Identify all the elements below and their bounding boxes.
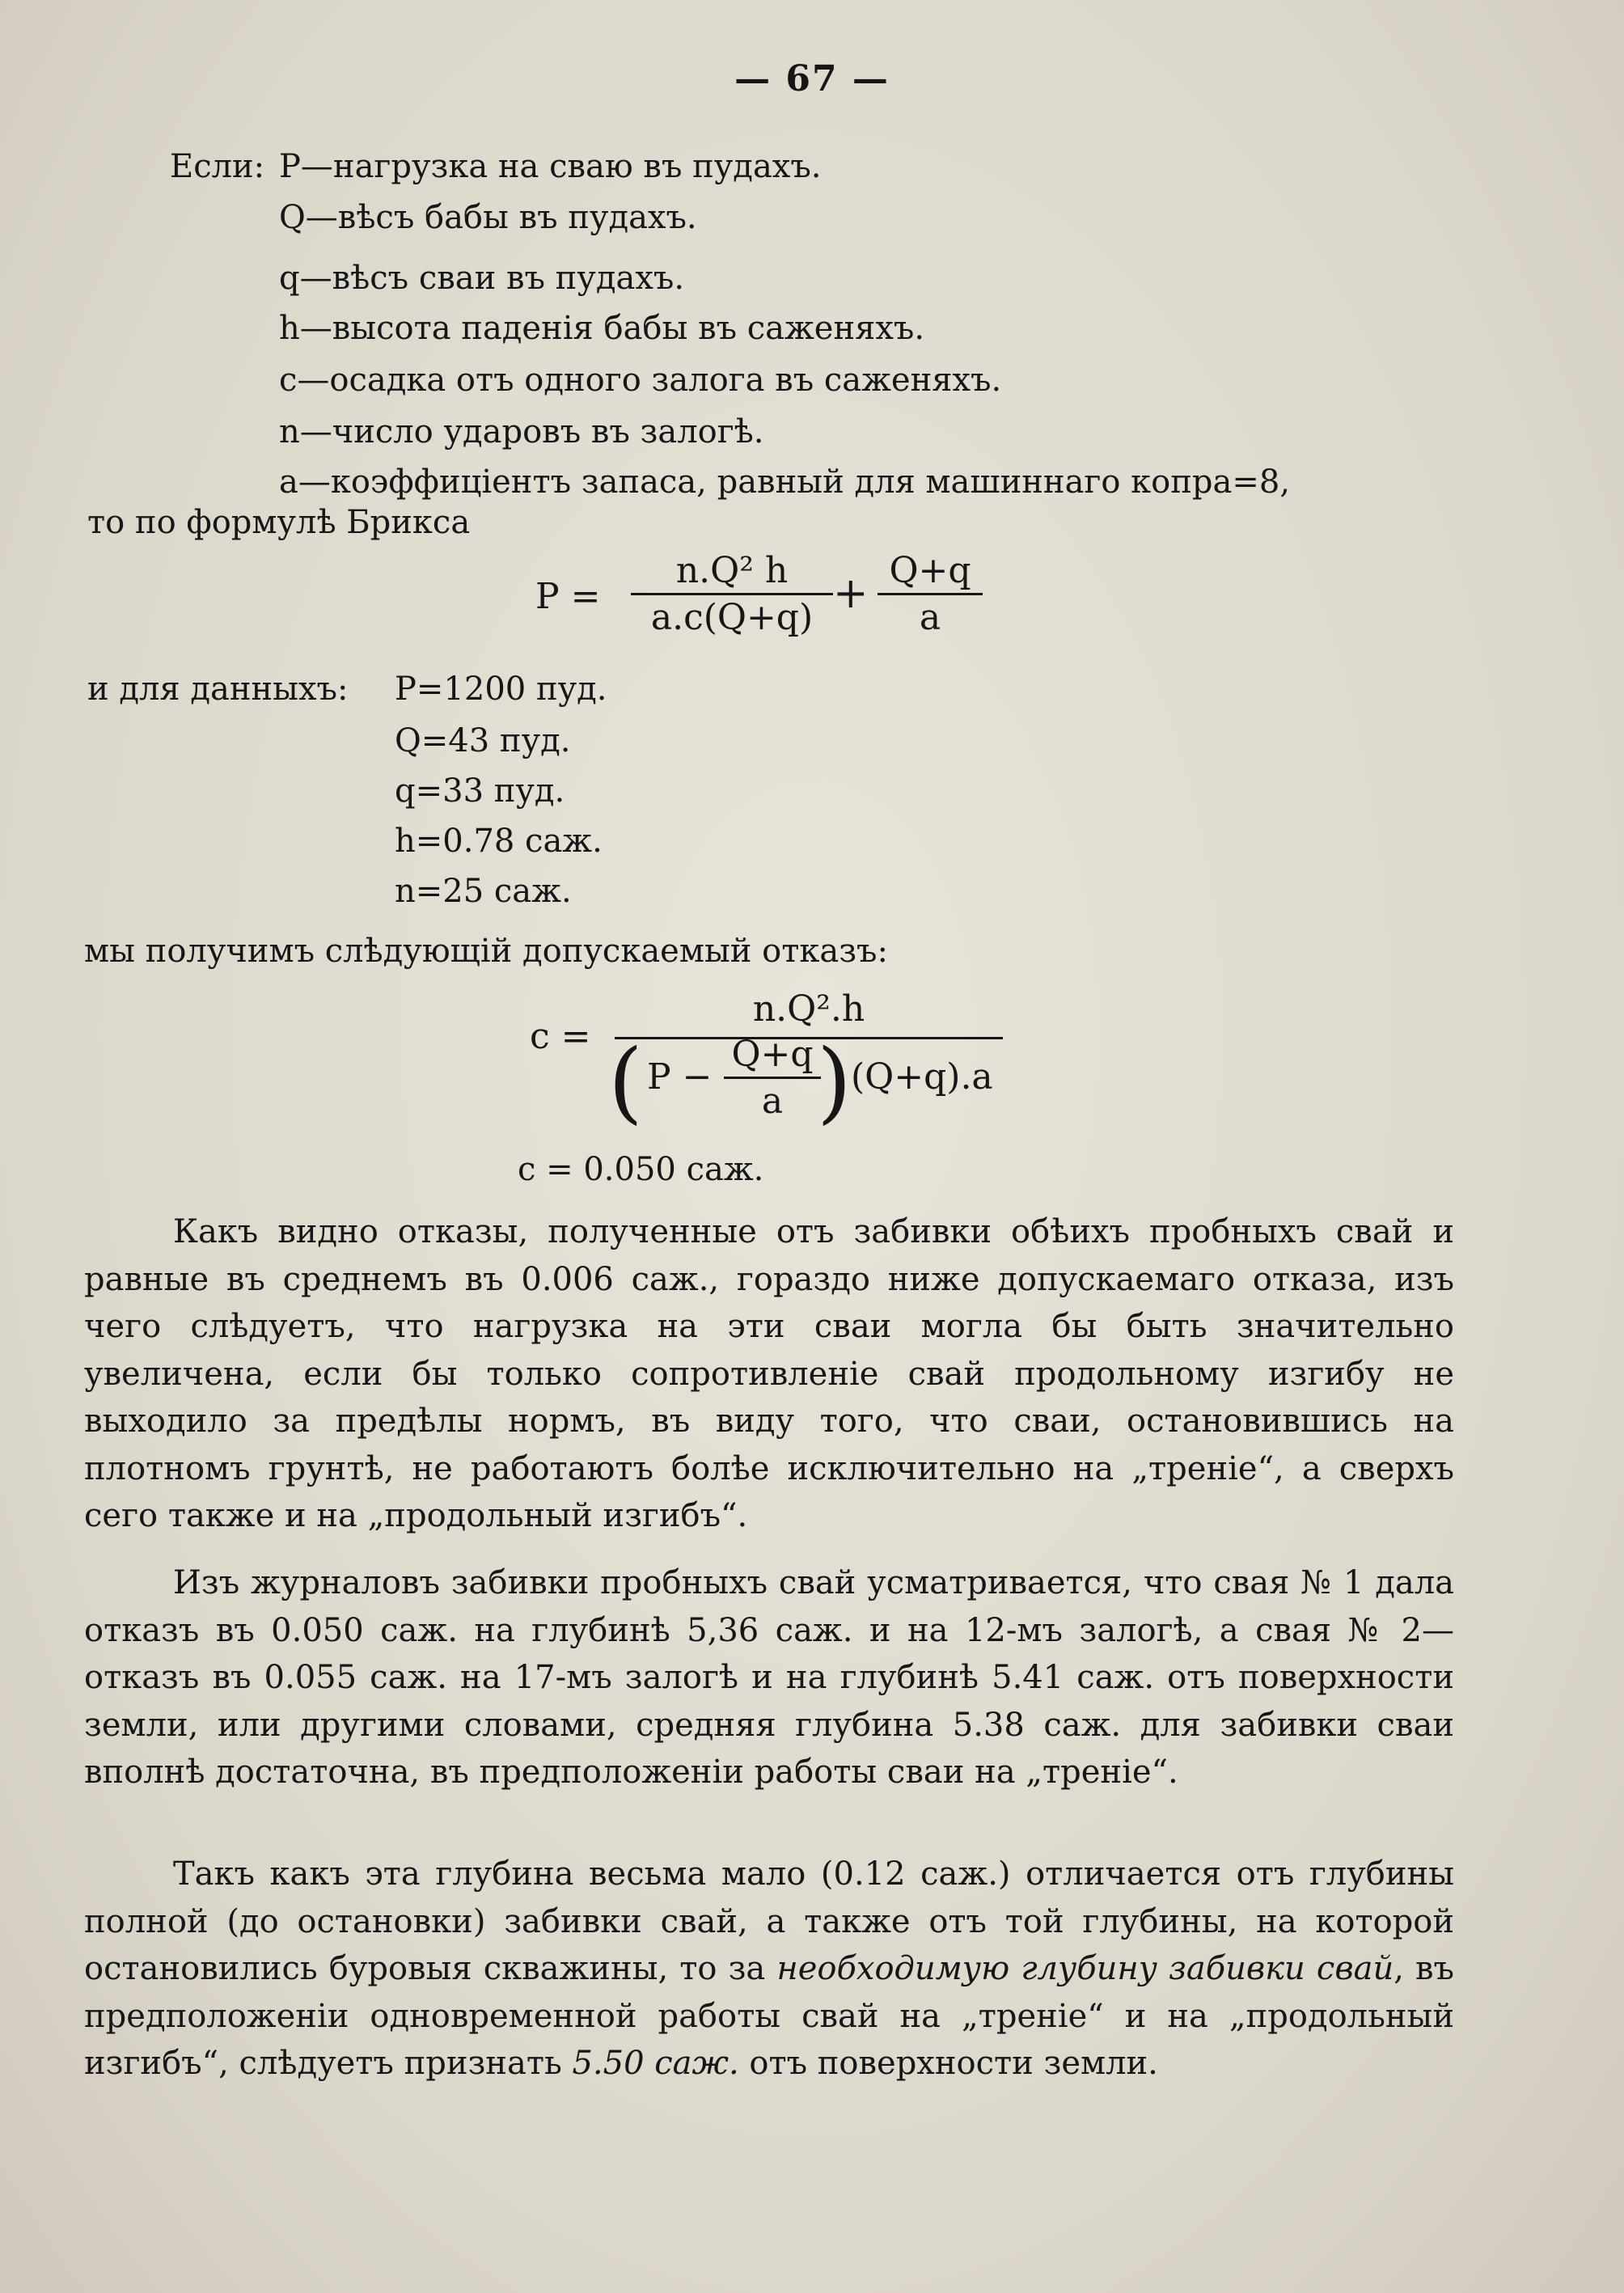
formula-intro: то по формулѣ Брикса <box>87 504 471 541</box>
denominator-tail: (Q+q).a <box>851 1056 993 1098</box>
data-item: n=25 саж. <box>395 873 572 910</box>
denominator-p: P − <box>647 1056 713 1098</box>
definition-item: c—осадка отъ одного залога въ саженяхъ. <box>279 362 1002 399</box>
formula-lhs: c = <box>530 1016 591 1057</box>
data-label: и для данныхъ: <box>87 671 349 708</box>
fraction-bar <box>878 593 983 595</box>
data-item: Q=43 пуд. <box>395 722 571 759</box>
fraction-bar <box>724 1077 821 1079</box>
definition-item: P—нагрузка на сваю въ пудахъ. <box>279 148 822 185</box>
fraction-numerator: n.Q² h <box>675 550 789 591</box>
formula-fraction-1 <box>631 550 833 638</box>
right-paren: ) <box>817 1030 852 1133</box>
definition-item: h—высота паденія бабы въ саженяхъ. <box>279 310 925 347</box>
inner-fraction <box>724 1034 821 1122</box>
data-item: h=0.78 саж. <box>395 823 603 860</box>
definition-item: q—вѣсъ сваи въ пудахъ. <box>279 260 685 297</box>
fraction-denominator: a <box>919 597 941 638</box>
handwritten-value: 5.50 саж. <box>572 2045 739 2082</box>
page-number: — 67 — <box>734 58 890 99</box>
definition-item: Q—вѣсъ бабы въ пудахъ. <box>279 199 697 236</box>
formula-lhs: P = <box>535 576 601 617</box>
formula-fraction-2 <box>878 550 983 638</box>
paragraph-3-start: Такъ какъ эта глубина весьма мало (0.12 саж.) отличается отъ глубины полной (до остановки) забивки свай, а также отъ той глубины, на которой остановились буровыя скважины, то за <box>84 1855 1454 1987</box>
data-item: P=1200 пуд. <box>395 671 607 708</box>
definition-item: a—коэффиціентъ запаса, равный для машиннаго копра=8, <box>279 463 1291 501</box>
paragraph-3-end: отъ поверхности земли. <box>749 2045 1158 2082</box>
paragraph-2: Изъ журналовъ забивки пробныхъ свай усматривается, что свая № 1 дала отказъ въ 0.050 саж. на глубинѣ 5,36 саж. и на 12-мъ залогѣ, а свая № 2—отказъ въ 0.055 саж. на 17-мъ залогѣ и на глубинѣ 5.41 саж. отъ поверхности земли, или другими словами, средняя глубина 5.38 саж. для забивки сваи вполнѣ достаточна, въ предположеніи работы сваи на „треніе“. <box>84 1564 1454 1791</box>
data-item: q=33 пуд. <box>395 772 565 810</box>
fraction-numerator: n.Q².h <box>752 988 865 1030</box>
paragraph-1: Какъ видно отказы, полученные отъ забивки обѣихъ пробныхъ свай и равные въ среднемъ въ 0.006 саж., гораздо ниже допускаемаго отказа, изъ чего слѣдуетъ, что нагрузка на эти сваи могла бы быть значительно увеличена, если бы только сопротивленіе свай продольному изгибу не выходило за предѣлы нормъ, въ виду того, что сваи, остановившись на плотномъ грунтѣ, не работаютъ болѣе исключительно на „треніе“, а сверхъ сего также и на „продольный изгибъ“. <box>84 1213 1454 1534</box>
result-intro: мы получимъ слѣдующій допускаемый отказъ: <box>84 933 888 970</box>
fraction-bar <box>631 593 833 595</box>
left-paren: ( <box>608 1030 643 1133</box>
paragraph-3-italic: необходимую глубину забивки свай <box>776 1950 1394 1987</box>
plus-sign: + <box>833 569 869 618</box>
fraction-numerator: Q+q <box>731 1034 814 1075</box>
result-line: c = 0.050 саж. <box>518 1151 764 1188</box>
paragraph-3 <box>84 1851 1454 2088</box>
fraction-denominator: a <box>761 1081 784 1122</box>
definition-item: n—число ударовъ въ залогѣ. <box>279 413 764 451</box>
fraction-denominator: a.c(Q+q) <box>650 597 814 638</box>
fraction-numerator: Q+q <box>889 550 971 591</box>
definitions-label: Если: <box>170 148 265 185</box>
paragraph-3-mid: , въ предположеніи одновременной работы свай на „треніе“ и на „продольный изгибъ“, слѣдуетъ признать <box>84 1950 1455 2082</box>
